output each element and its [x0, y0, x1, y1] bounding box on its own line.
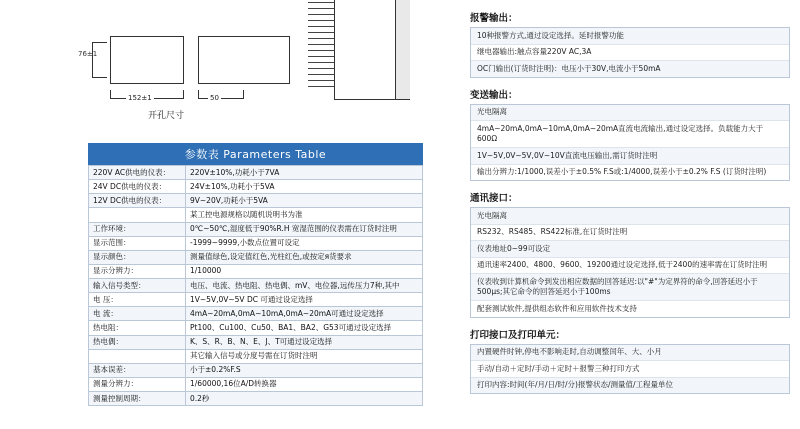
table-row — [89, 194, 423, 208]
spec-row: 配套测试软件,提供组态软件和应用软件技术支持 — [471, 301, 789, 317]
height-dimension-line — [92, 42, 107, 78]
parameters-table — [88, 143, 423, 406]
instrument-body — [334, 0, 410, 100]
dimension-diagram — [78, 8, 420, 148]
table-row — [89, 264, 423, 278]
specs-column — [470, 10, 790, 403]
param-key: 热电偶： — [89, 335, 186, 349]
param-key: 显示范围： — [89, 236, 186, 250]
spec-row: 仪表地址0~99可设定 — [471, 241, 789, 258]
spec-section — [470, 10, 790, 78]
param-value: 电压、电流、热电阻、热电偶、mV、电位器,远传压力7种,其中 — [186, 279, 423, 293]
spec-row: 光电隔离 — [471, 208, 789, 225]
spec-section-title: 报警输出： — [470, 13, 518, 24]
param-key: 电 流： — [89, 307, 186, 321]
depth-dimension-label: 50 — [210, 94, 219, 102]
instrument-body-edge — [395, 0, 410, 99]
spec-row: OC门输出(订货时注明)：电压小于30V,电流小于50mA — [471, 61, 789, 77]
param-value: 其它输入信号或分度号需在订货时注明 — [186, 349, 423, 363]
spec-row: 继电器输出:触点容量220V AC,3A — [471, 45, 789, 62]
param-value: 1/60000,16位A/D转换器 — [186, 377, 423, 391]
param-value: 测量值绿色,设定值红色,光柱红色,或按定я货要求 — [186, 250, 423, 264]
spec-row: 内置硬件时钟,停电不影响走时,自动调整闰年、大、小月 — [471, 345, 789, 362]
parameters-table-title: 参数表 Parameters Table — [88, 143, 423, 165]
param-key: 显示颜色： — [89, 250, 186, 264]
param-value: -1999~9999,小数点位置可设定 — [186, 236, 423, 250]
param-key: 12V DC供电的仪表： — [89, 194, 186, 208]
spec-row: 手动/自动＋定时/手动＋定时＋报警三种打印方式 — [471, 361, 789, 378]
param-value: 小于±0.2%F.S — [186, 363, 423, 377]
spec-row: RS232、RS485、RS422标准,在订货时注明 — [471, 225, 789, 242]
spec-row: 4mA~20mA,0mA~10mA,0mA~20mA直流电流输出,通过设定选择。负载能力大于600Ω — [471, 121, 789, 148]
spec-section-title: 打印接口及打印单元： — [470, 329, 566, 341]
spec-row: 10种报警方式,通过设定选择。延时报警功能 — [471, 28, 789, 45]
table-row — [89, 321, 423, 335]
spec-section-body — [470, 344, 790, 395]
param-value: 220V±10%,功耗小于7VA — [186, 166, 423, 180]
parameters-table-grid — [88, 165, 423, 406]
param-key: 24V DC供电的仪表： — [89, 180, 186, 194]
spec-row: 1V~5V,0V~5V,0V~10V直流电压输出,需订货时注明 — [471, 148, 789, 165]
table-row — [89, 250, 423, 264]
table-row — [89, 180, 423, 194]
instrument-side-view — [308, 0, 408, 114]
table-row — [89, 236, 423, 250]
param-value: Pt100、Cu100、Cu50、BA1、BA2、G53可通过设定选择 — [186, 321, 423, 335]
param-value: 1V~5V,0V~5V DC 可通过设定选择 — [186, 293, 423, 307]
param-value: 4mA~20mA,0mA~10mA,0mA~20mA可通过设定选择 — [186, 307, 423, 321]
table-row — [89, 392, 423, 406]
spec-section — [470, 190, 790, 318]
param-key — [89, 349, 186, 363]
param-value: K、S、R、B、N、E、J、T可通过设定选择 — [186, 335, 423, 349]
spec-section-body — [470, 207, 790, 318]
spec-row: 通讯速率2400、4800、9600、19200通过设定选择,低于2400的速率需在订货时注明 — [471, 258, 789, 275]
table-row — [89, 363, 423, 377]
param-value: 0℃~50℃,湿度低于90%R.H 宽湿范围的仪表需在订货时注明 — [186, 222, 423, 236]
table-row — [89, 349, 423, 363]
param-key — [89, 208, 186, 222]
table-row — [89, 166, 423, 180]
param-key: 输入信号类型： — [89, 279, 186, 293]
param-key: 工作环境： — [89, 222, 186, 236]
table-row — [89, 307, 423, 321]
depth-dimension-line — [198, 90, 244, 99]
width-dimension-label: 152±1 — [128, 94, 152, 102]
table-row — [89, 208, 423, 222]
height-dimension-label: 76±1 — [78, 50, 98, 58]
diagram-caption: 开孔尺寸 — [148, 111, 185, 121]
spec-section-body — [470, 104, 790, 182]
spec-section-body — [470, 27, 790, 78]
cutout-box-side — [198, 36, 290, 84]
param-key: 220V AC供电的仪表： — [89, 166, 186, 180]
param-value: 0.2秒 — [186, 392, 423, 406]
spec-section-title: 通讯接口： — [470, 193, 518, 204]
param-key: 显示分辨力： — [89, 264, 186, 278]
spec-row: 输出分辨力:1/1000,误差小于±0.5% F.S或:1/4000,误差小于±0.2% F.S (订货时注明) — [471, 165, 789, 181]
spec-row: 光电隔离 — [471, 105, 789, 122]
spec-section — [470, 87, 790, 182]
table-row — [89, 222, 423, 236]
cutout-box-front — [110, 36, 184, 84]
param-value: 某工控电源规格以随机说明书为准 — [186, 208, 423, 222]
table-row — [89, 335, 423, 349]
instrument-ribs — [308, 0, 334, 86]
spec-row: 打印内容:时间(年/月/日/时/分)报警状态/测量值/工程量单位 — [471, 378, 789, 394]
table-row — [89, 377, 423, 391]
param-key: 基本误差： — [89, 363, 186, 377]
param-value: 1/10000 — [186, 264, 423, 278]
table-row — [89, 279, 423, 293]
param-value: 24V±10%,功耗小于5VA — [186, 180, 423, 194]
table-row — [89, 293, 423, 307]
spec-section-title: 变送输出： — [470, 89, 518, 101]
param-key: 测量分辨力： — [89, 377, 186, 391]
param-key: 热电阻： — [89, 321, 186, 335]
param-value: 9V~20V,功耗小于5VA — [186, 194, 423, 208]
spec-section — [470, 327, 790, 395]
param-key: 测量控制周期： — [89, 392, 186, 406]
spec-row: 仪表收到计算机命令到发出相应数据的回答延迟:以"#"为定界符的命令,回答延迟小于500μs;其它命令的回答延迟小于100ms — [471, 274, 789, 301]
param-key: 电 压： — [89, 293, 186, 307]
